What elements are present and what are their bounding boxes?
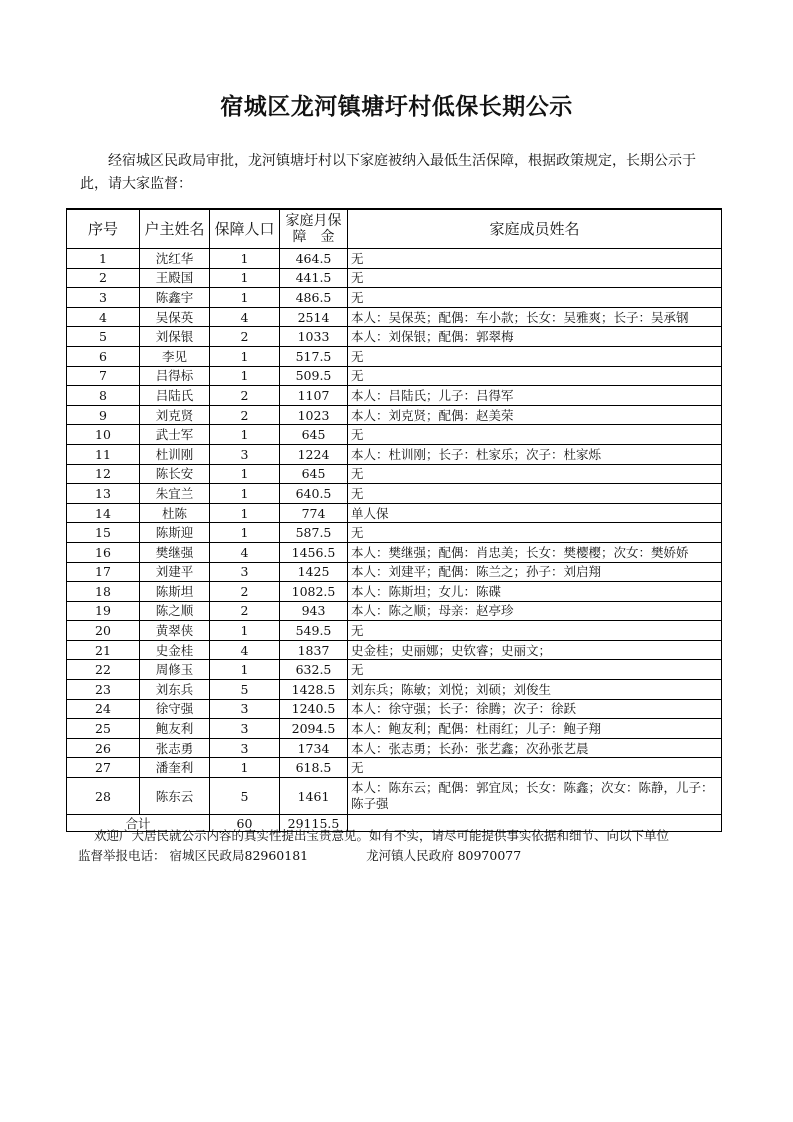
row-head-name: 潘奎利 bbox=[140, 758, 210, 778]
row-head-name: 朱宜兰 bbox=[140, 484, 210, 504]
total-persons: 60 bbox=[210, 815, 280, 832]
row-index: 3 bbox=[67, 288, 140, 308]
row-index: 28 bbox=[67, 778, 140, 815]
row-members: 本人：樊继强；配偶：肖忠美；长女：樊樱樱；次女：樊娇娇 bbox=[348, 542, 722, 562]
welfare-table bbox=[66, 208, 722, 832]
row-members: 无 bbox=[348, 523, 722, 543]
row-persons: 1 bbox=[210, 621, 280, 641]
footer-line2 bbox=[78, 846, 728, 866]
row-head-name: 陈鑫宇 bbox=[140, 288, 210, 308]
row-amount: 517.5 bbox=[280, 346, 348, 366]
row-amount: 2094.5 bbox=[280, 719, 348, 739]
row-head-name: 鲍友利 bbox=[140, 719, 210, 739]
row-index: 11 bbox=[67, 444, 140, 464]
row-head-name: 刘建平 bbox=[140, 562, 210, 582]
row-persons: 1 bbox=[210, 503, 280, 523]
table-row bbox=[67, 327, 722, 347]
row-members: 无 bbox=[348, 288, 722, 308]
row-members: 本人：陈东云；配偶：郭宜凤；长女：陈鑫；次女：陈静，儿子：陈子强 bbox=[348, 778, 722, 815]
table-row bbox=[67, 425, 722, 445]
row-persons: 1 bbox=[210, 660, 280, 680]
row-amount: 1224 bbox=[280, 444, 348, 464]
row-members: 本人：吕陆氏；儿子：吕得军 bbox=[348, 386, 722, 406]
row-amount: 1456.5 bbox=[280, 542, 348, 562]
row-head-name: 杜陈 bbox=[140, 503, 210, 523]
row-persons: 3 bbox=[210, 699, 280, 719]
table-row bbox=[67, 699, 722, 719]
row-index: 14 bbox=[67, 503, 140, 523]
row-persons: 1 bbox=[210, 523, 280, 543]
row-index: 24 bbox=[67, 699, 140, 719]
row-amount: 464.5 bbox=[280, 249, 348, 269]
row-members: 本人：徐守强；长子：徐腾；次子：徐跃 bbox=[348, 699, 722, 719]
row-index: 1 bbox=[67, 249, 140, 269]
table-row bbox=[67, 542, 722, 562]
footer-notice bbox=[78, 826, 728, 866]
header-money-line1: 家庭月保 bbox=[285, 213, 342, 229]
row-persons: 3 bbox=[210, 562, 280, 582]
table-row bbox=[67, 346, 722, 366]
row-members: 本人：鲍友利；配偶：杜雨红；儿子：鲍子翔 bbox=[348, 719, 722, 739]
row-amount: 441.5 bbox=[280, 268, 348, 288]
row-head-name: 史金桂 bbox=[140, 640, 210, 660]
table-row bbox=[67, 680, 722, 700]
table-row bbox=[67, 386, 722, 406]
row-head-name: 陈之顺 bbox=[140, 601, 210, 621]
table-row bbox=[67, 405, 722, 425]
row-amount: 549.5 bbox=[280, 621, 348, 641]
row-amount: 645 bbox=[280, 425, 348, 445]
table-row bbox=[67, 758, 722, 778]
row-persons: 2 bbox=[210, 601, 280, 621]
row-head-name: 李见 bbox=[140, 346, 210, 366]
row-head-name: 黄翠侠 bbox=[140, 621, 210, 641]
row-amount: 1082.5 bbox=[280, 582, 348, 602]
row-amount: 1425 bbox=[280, 562, 348, 582]
header-index: 序号 bbox=[67, 209, 140, 249]
row-members: 刘东兵；陈敏；刘悦；刘硕；刘俊生 bbox=[348, 680, 722, 700]
row-head-name: 陈长安 bbox=[140, 464, 210, 484]
row-head-name: 吕得标 bbox=[140, 366, 210, 386]
footer-line1: 欢迎广大居民就公示内容的真实性提出宝贵意见。如有不实，请尽可能提供事实依据和细节、向以下单位 bbox=[94, 828, 670, 843]
row-head-name: 徐守强 bbox=[140, 699, 210, 719]
row-index: 5 bbox=[67, 327, 140, 347]
row-head-name: 杜训刚 bbox=[140, 444, 210, 464]
row-persons: 1 bbox=[210, 484, 280, 504]
row-persons: 4 bbox=[210, 640, 280, 660]
row-head-name: 沈红华 bbox=[140, 249, 210, 269]
table-body bbox=[67, 249, 722, 815]
row-amount: 640.5 bbox=[280, 484, 348, 504]
row-persons: 1 bbox=[210, 346, 280, 366]
row-index: 21 bbox=[67, 640, 140, 660]
row-persons: 3 bbox=[210, 719, 280, 739]
table-row bbox=[67, 660, 722, 680]
row-persons: 1 bbox=[210, 288, 280, 308]
row-amount: 1461 bbox=[280, 778, 348, 815]
row-index: 9 bbox=[67, 405, 140, 425]
row-persons: 2 bbox=[210, 327, 280, 347]
row-index: 15 bbox=[67, 523, 140, 543]
row-index: 20 bbox=[67, 621, 140, 641]
row-persons: 2 bbox=[210, 582, 280, 602]
row-amount: 486.5 bbox=[280, 288, 348, 308]
row-index: 4 bbox=[67, 307, 140, 327]
row-members: 本人：张志勇；长孙：张艺鑫；次孙张艺晨 bbox=[348, 738, 722, 758]
row-head-name: 张志勇 bbox=[140, 738, 210, 758]
row-members: 无 bbox=[348, 425, 722, 445]
row-amount: 509.5 bbox=[280, 366, 348, 386]
row-persons: 1 bbox=[210, 425, 280, 445]
table-row bbox=[67, 601, 722, 621]
row-persons: 2 bbox=[210, 405, 280, 425]
row-head-name: 陈东云 bbox=[140, 778, 210, 815]
table-row bbox=[67, 621, 722, 641]
row-index: 26 bbox=[67, 738, 140, 758]
row-members: 无 bbox=[348, 346, 722, 366]
table-row bbox=[67, 582, 722, 602]
row-members: 本人：刘建平；配偶：陈兰之；孙子：刘启翔 bbox=[348, 562, 722, 582]
total-amount: 29115.5 bbox=[280, 815, 348, 832]
row-amount: 1734 bbox=[280, 738, 348, 758]
row-amount: 618.5 bbox=[280, 758, 348, 778]
row-head-name: 吕陆氏 bbox=[140, 386, 210, 406]
row-members: 本人：杜训刚；长子：杜家乐；次子：杜家烁 bbox=[348, 444, 722, 464]
row-members: 无 bbox=[348, 484, 722, 504]
row-head-name: 王殿国 bbox=[140, 268, 210, 288]
row-members: 无 bbox=[348, 366, 722, 386]
row-head-name: 刘东兵 bbox=[140, 680, 210, 700]
intro-paragraph: 经宿城区民政局审批，龙河镇塘圩村以下家庭被纳入最低生活保障，根据政策规定，长期公示于此，请大家监督： bbox=[80, 153, 696, 192]
row-amount: 1428.5 bbox=[280, 680, 348, 700]
row-members: 史金桂；史丽娜；史钦睿；史丽文； bbox=[348, 640, 722, 660]
row-head-name: 周修玉 bbox=[140, 660, 210, 680]
table-header-row bbox=[67, 209, 722, 249]
row-members: 无 bbox=[348, 621, 722, 641]
row-index: 13 bbox=[67, 484, 140, 504]
row-persons: 3 bbox=[210, 738, 280, 758]
row-persons: 4 bbox=[210, 307, 280, 327]
table-row bbox=[67, 719, 722, 739]
table-row bbox=[67, 307, 722, 327]
row-index: 12 bbox=[67, 464, 140, 484]
row-members: 本人：陈之顺；母亲：赵亭珍 bbox=[348, 601, 722, 621]
row-head-name: 刘克贤 bbox=[140, 405, 210, 425]
row-amount: 943 bbox=[280, 601, 348, 621]
row-persons: 1 bbox=[210, 268, 280, 288]
row-persons: 1 bbox=[210, 758, 280, 778]
row-index: 2 bbox=[67, 268, 140, 288]
table-row bbox=[67, 288, 722, 308]
row-head-name: 武士军 bbox=[140, 425, 210, 445]
header-money-line2: 障 金 bbox=[292, 229, 335, 245]
page-title: 宿城区龙河镇塘圩村低保长期公示 bbox=[220, 93, 573, 120]
table-row bbox=[67, 464, 722, 484]
row-index: 6 bbox=[67, 346, 140, 366]
row-index: 19 bbox=[67, 601, 140, 621]
footer-label: 监督举报电话： bbox=[78, 848, 166, 863]
row-amount: 1837 bbox=[280, 640, 348, 660]
row-amount: 1023 bbox=[280, 405, 348, 425]
row-amount: 1107 bbox=[280, 386, 348, 406]
table-row bbox=[67, 778, 722, 815]
row-head-name: 陈斯坦 bbox=[140, 582, 210, 602]
row-members: 无 bbox=[348, 464, 722, 484]
row-amount: 645 bbox=[280, 464, 348, 484]
header-persons: 保障人口 bbox=[210, 209, 280, 249]
row-head-name: 刘保银 bbox=[140, 327, 210, 347]
row-members: 本人：吴保英；配偶：车小款；长女：吴雅爽；长子：吴承钢 bbox=[348, 307, 722, 327]
row-amount: 1240.5 bbox=[280, 699, 348, 719]
row-head-name: 樊继强 bbox=[140, 542, 210, 562]
row-members: 本人：刘保银；配偶：郭翠梅 bbox=[348, 327, 722, 347]
footer-contact-civil-affairs: 宿城区民政局82960181 bbox=[169, 848, 309, 863]
row-index: 8 bbox=[67, 386, 140, 406]
row-members: 无 bbox=[348, 660, 722, 680]
table-row bbox=[67, 640, 722, 660]
row-index: 25 bbox=[67, 719, 140, 739]
row-members: 无 bbox=[348, 249, 722, 269]
table-row bbox=[67, 366, 722, 386]
row-persons: 2 bbox=[210, 386, 280, 406]
row-persons: 1 bbox=[210, 464, 280, 484]
row-persons: 5 bbox=[210, 680, 280, 700]
row-index: 16 bbox=[67, 542, 140, 562]
table-row bbox=[67, 484, 722, 504]
table-row bbox=[67, 503, 722, 523]
row-index: 7 bbox=[67, 366, 140, 386]
row-head-name: 吴保英 bbox=[140, 307, 210, 327]
row-persons: 3 bbox=[210, 444, 280, 464]
row-index: 17 bbox=[67, 562, 140, 582]
table-row bbox=[67, 738, 722, 758]
row-index: 18 bbox=[67, 582, 140, 602]
row-index: 22 bbox=[67, 660, 140, 680]
row-index: 10 bbox=[67, 425, 140, 445]
row-persons: 4 bbox=[210, 542, 280, 562]
header-head-name: 户主姓名 bbox=[140, 209, 210, 249]
row-index: 23 bbox=[67, 680, 140, 700]
row-members: 本人：刘克贤；配偶：赵美荣 bbox=[348, 405, 722, 425]
table-row bbox=[67, 268, 722, 288]
table-row bbox=[67, 562, 722, 582]
row-amount: 632.5 bbox=[280, 660, 348, 680]
row-persons: 1 bbox=[210, 366, 280, 386]
table-row bbox=[67, 249, 722, 269]
table-row bbox=[67, 444, 722, 464]
table-row bbox=[67, 523, 722, 543]
row-amount: 1033 bbox=[280, 327, 348, 347]
header-members: 家庭成员姓名 bbox=[348, 209, 722, 249]
row-persons: 1 bbox=[210, 249, 280, 269]
row-members: 无 bbox=[348, 268, 722, 288]
row-amount: 587.5 bbox=[280, 523, 348, 543]
header-monthly-amount bbox=[280, 209, 348, 249]
row-members: 单人保 bbox=[348, 503, 722, 523]
row-amount: 774 bbox=[280, 503, 348, 523]
row-head-name: 陈斯迎 bbox=[140, 523, 210, 543]
footer-contact-town-gov: 龙河镇人民政府 80970077 bbox=[366, 848, 522, 863]
total-label: 合计 bbox=[67, 815, 210, 832]
row-members: 本人：陈斯坦；女儿：陈碟 bbox=[348, 582, 722, 602]
row-persons: 5 bbox=[210, 778, 280, 815]
row-members: 无 bbox=[348, 758, 722, 778]
row-amount: 2514 bbox=[280, 307, 348, 327]
row-index: 27 bbox=[67, 758, 140, 778]
